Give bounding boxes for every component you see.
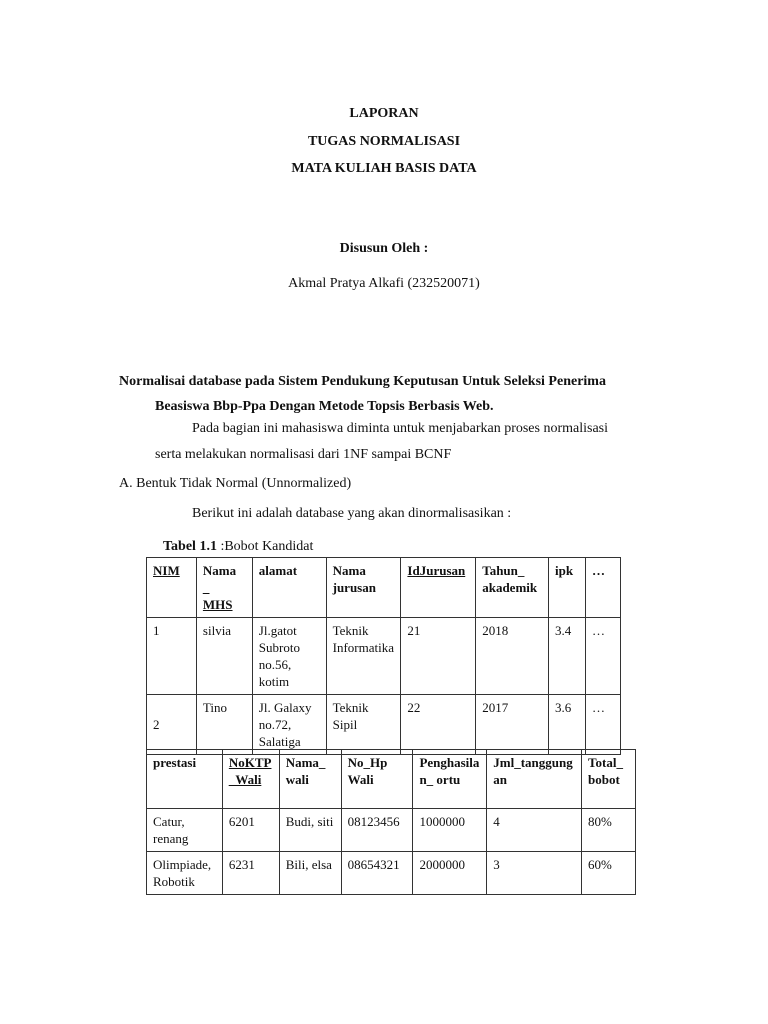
table-cell: 3.6: [549, 695, 586, 755]
topic-line2: Beasiswa Bbp-Ppa Dengan Metode Topsis Berbasis Web.: [155, 399, 494, 414]
table-cell: 6231: [222, 852, 279, 895]
table-cell: Teknik Sipil: [326, 695, 401, 755]
table1-caption: [163, 539, 313, 555]
table-cell: 6201: [222, 809, 279, 852]
table1-header-cell: …: [585, 558, 620, 618]
table-cell: 60%: [582, 852, 636, 895]
table2-header-cell: Jml_tanggungan: [487, 750, 582, 809]
table1: [146, 557, 621, 755]
table-cell: Jl.gatot Subroto no.56, kotim: [252, 618, 326, 695]
table-cell: 1000000: [413, 809, 487, 852]
table-cell: 21: [401, 618, 476, 695]
table-cell: Olimpiade, Robotik: [147, 852, 223, 895]
table-cell: silvia: [196, 618, 252, 695]
table-cell: 4: [487, 809, 582, 852]
table-cell: 2018: [476, 618, 549, 695]
table-cell: 3: [487, 852, 582, 895]
table1-header-cell: ipk: [549, 558, 586, 618]
table-cell: 2000000: [413, 852, 487, 895]
table1-header-cell: IdJurusan: [401, 558, 476, 618]
table1-header-cell: alamat: [252, 558, 326, 618]
table-row: [147, 852, 636, 895]
intro-line2: serta melakukan normalisasi dari 1NF sampai BCNF: [155, 447, 452, 462]
table-cell: 22: [401, 695, 476, 755]
table-cell: Jl. Galaxy no.72, Salatiga: [252, 695, 326, 755]
table1-caption-label: Tabel 1.1: [163, 539, 217, 554]
section-a-heading: A. Bentuk Tidak Normal (Unnormalized): [119, 476, 352, 491]
table2-header-cell: Nama_ wali: [279, 750, 341, 809]
table-cell: 2: [147, 695, 197, 755]
table-row: [147, 695, 621, 755]
intro-line1: Pada bagian ini mahasiswa diminta untuk menjabarkan proses normalisasi: [192, 421, 609, 436]
table-cell: 1: [147, 618, 197, 695]
table1-header-cell: Nama _ MHS: [196, 558, 252, 618]
doc-title-line2: TUGAS NORMALISASI: [307, 134, 461, 149]
table2-header-cell: prestasi: [147, 750, 223, 809]
table2-header-row: [147, 750, 636, 809]
table-cell: Bili, elsa: [279, 852, 341, 895]
table1-header-cell: Nama jurusan: [326, 558, 401, 618]
table2: [146, 749, 636, 895]
section-a-text: Berikut ini adalah database yang akan dinormalisasikan :: [192, 506, 512, 521]
table-cell: 2017: [476, 695, 549, 755]
table1-header-cell: Tahun_ akademik: [476, 558, 549, 618]
table-cell: 80%: [582, 809, 636, 852]
table2-header-cell: NoKTP_Wali: [222, 750, 279, 809]
table-cell: Budi, siti: [279, 809, 341, 852]
table1-header-cell: NIM: [147, 558, 197, 618]
table-cell: 08123456: [341, 809, 413, 852]
author-heading: Disusun Oleh :: [339, 241, 429, 256]
table2-header-cell: Penghasilan_ ortu: [413, 750, 487, 809]
table-row: [147, 809, 636, 852]
table-cell: 08654321: [341, 852, 413, 895]
table1-header-row: [147, 558, 621, 618]
table-cell: Teknik Informatika: [326, 618, 401, 695]
table-cell: Catur, renang: [147, 809, 223, 852]
table-cell: 3.4: [549, 618, 586, 695]
doc-title-line3: MATA KULIAH BASIS DATA: [291, 161, 477, 176]
table-cell: …: [585, 618, 620, 695]
table-row: [147, 618, 621, 695]
doc-title-line1: LAPORAN: [349, 106, 419, 121]
table2-header-cell: Total_bobot: [582, 750, 636, 809]
table2-header-cell: No_Hp Wali: [341, 750, 413, 809]
table-cell: Tino: [196, 695, 252, 755]
table-cell: …: [585, 695, 620, 755]
table1-caption-text: :Bobot Kandidat: [216, 539, 314, 554]
author-name: Akmal Pratya Alkafi (232520071): [288, 276, 480, 291]
topic-line1: Normalisai database pada Sistem Pendukung Keputusan Untuk Seleksi Penerima: [119, 374, 606, 389]
